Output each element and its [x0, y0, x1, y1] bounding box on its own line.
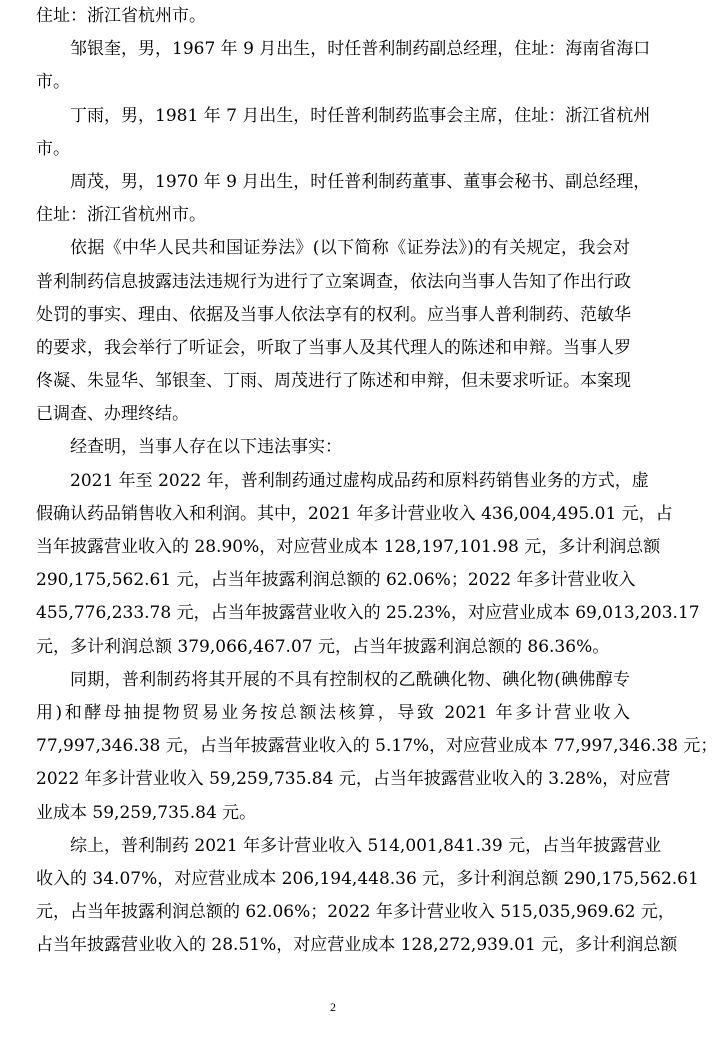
text-line: 的要求，我会举行了听证会，听取了当事人及其代理人的陈述和申辩。当事人罗	[36, 337, 631, 358]
paragraph	[36, 0, 630, 33]
text-line: 佟凝、朱显华、邹银奎、丁雨、周茂进行了陈述和申辩，但未要求听证。本案现	[36, 371, 631, 392]
text-line: 住址：浙江省杭州市。	[36, 6, 206, 26]
text-line: 假确认药品销售收入和利润。其中，2021 年多计营业收入 436,004,495.01 元，占	[36, 503, 673, 524]
text-line: 455,776,233.78 元，占当年披露营业收入的 25.23%，对应营业成本 69,013,203.17	[36, 603, 700, 624]
text-line: 市。	[36, 72, 70, 93]
paragraph	[36, 166, 651, 232]
text-line: 综上，普利制药 2021 年多计营业收入 514,001,841.39 元，占当年披露营业	[70, 835, 662, 856]
text-line: 占当年披露营业收入的 28.51%，对应营业成本 128,272,939.01 元，多计利润总额	[36, 935, 678, 956]
text-line: 周茂，男，1970 年 9 月出生，时任普利制药董事、董事会秘书、副总经理，	[70, 171, 651, 192]
paragraph	[36, 431, 630, 464]
paragraph	[36, 100, 651, 166]
text-line: 当年披露营业收入的 28.90%，对应营业成本 128,197,101.98 元，多计利润总额	[36, 537, 661, 557]
text-line: 元，多计利润总额 379,066,467.07 元，占当年披露利润总额的 86.36%。	[36, 636, 610, 657]
text-line: 依据《中华人民共和国证券法》(以下简称《证券法》)的有关规定，我会对	[70, 238, 630, 259]
text-line: 普利制药信息披露违法违规行为进行了立案调查，依法向当事人告知了作出行政	[36, 271, 631, 292]
text-line: 经查明，当事人存在以下违法事实：	[70, 437, 342, 458]
text-line: 邹银奎，男，1967 年 9 月出生，时任普利制药副总经理，住址：海南省海口	[70, 39, 651, 60]
text-line: 用)和酵母抽提物贸易业务按总额法核算，导致 2021 年多计营业收入	[36, 702, 630, 723]
paragraph	[36, 664, 717, 830]
text-line: 2022 年多计营业收入 59,259,735.84 元，占当年披露营业收入的 3.28%，对应营	[36, 769, 671, 790]
page-number: 2	[330, 1000, 336, 1014]
text-line: 元，占当年披露利润总额的 62.06%；2022 年多计营业收入 515,035,969.62 元，	[36, 902, 675, 923]
text-line: 已调查、办理终结。	[36, 404, 189, 425]
document-body	[36, 0, 717, 962]
text-line: 同期，普利制药将其开展的不具有控制权的乙酰碘化物、碘化物(碘佛醇专	[70, 669, 630, 690]
paragraph	[36, 33, 651, 99]
text-line: 丁雨，男，1981 年 7 月出生，时任普利制药监事会主席，住址：浙江省杭州	[70, 105, 651, 126]
text-line: 市。	[36, 138, 70, 159]
text-line: 业成本 59,259,735.84 元。	[36, 802, 257, 823]
paragraph	[36, 830, 699, 963]
text-line: 77,997,346.38 元，占当年披露营业收入的 5.17%，对应营业成本 77,997,346.38 元；	[36, 736, 717, 757]
text-line: 2021 年至 2022 年，普利制药通过虚构成品药和原料药销售业务的方式，虚	[70, 470, 649, 491]
text-line: 收入的 34.07%，对应营业成本 206,194,448.36 元，多计利润总额 290,175,562.61	[36, 868, 699, 889]
paragraph	[36, 232, 630, 431]
text-line: 处罚的事实、理由、依据及当事人依法享有的权利。应当事人普利制药、范敏华	[36, 304, 631, 325]
text-line: 住址：浙江省杭州市。	[36, 205, 206, 226]
text-line: 290,175,562.61 元，占当年披露利润总额的 62.06%；2022 年多计营业收入	[36, 570, 636, 591]
paragraph	[36, 465, 700, 664]
